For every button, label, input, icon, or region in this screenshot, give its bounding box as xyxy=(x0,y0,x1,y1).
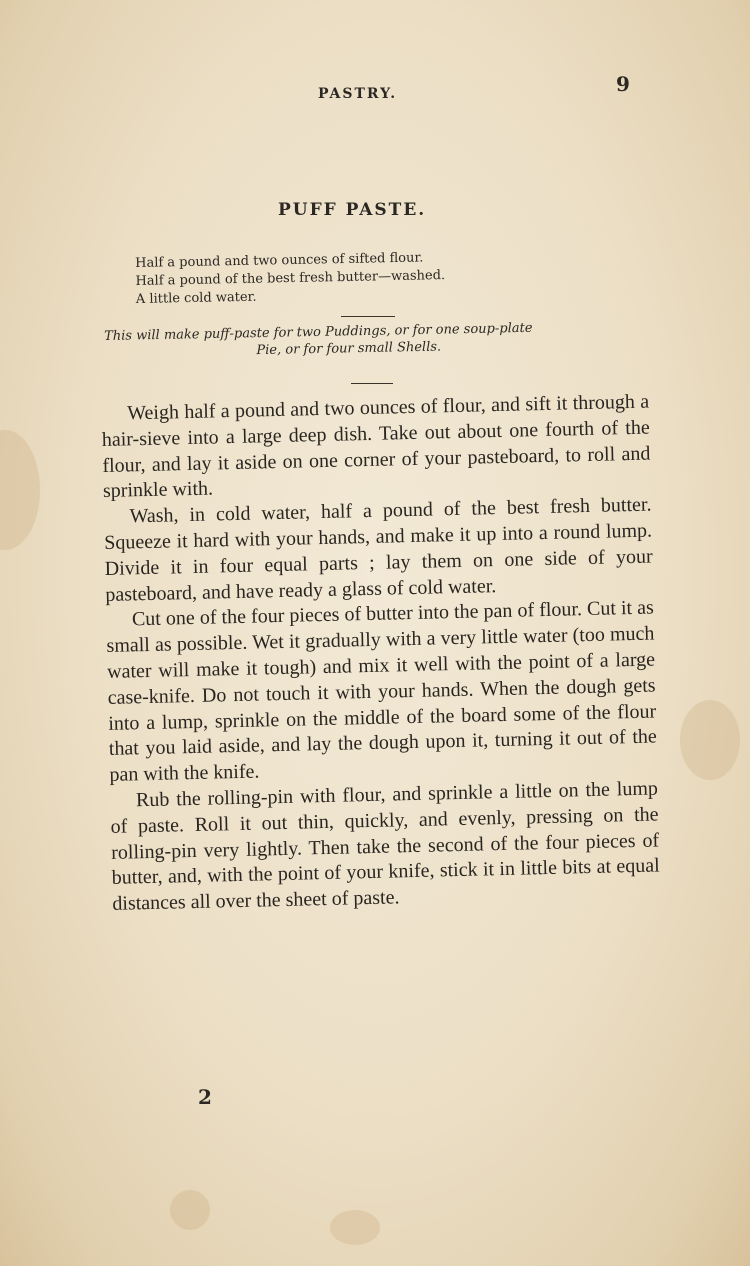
yield-note-line: This will make puff-paste for two Puddings, or for one soup-plate xyxy=(104,320,533,344)
recipe-title: PUFF PASTE. xyxy=(278,200,427,220)
ingredient-line: A little cold water. xyxy=(135,289,257,307)
paper-stain xyxy=(170,1190,210,1230)
ingredients-list xyxy=(135,247,556,309)
page-number: 9 xyxy=(616,72,630,96)
body-paragraph: Weigh half a pound and two ounces of flour, and sift it through a hair-sieve into a large deep dish. Take out about one fourth of the flour, and lay it aside on one corner of your pasteboard, to roll and sprinkle with. xyxy=(101,390,651,503)
ingredient-line: Half a pound and two ounces of sifted flour. xyxy=(135,250,424,271)
recipe-body xyxy=(101,390,661,918)
running-head: PASTRY. xyxy=(318,86,398,102)
yield-note-line: Pie, or for four small Shells. xyxy=(256,339,442,359)
yield-note xyxy=(104,318,645,362)
paper-stain xyxy=(330,1210,380,1245)
paper-stain xyxy=(0,430,40,550)
signature-mark: 2 xyxy=(198,1085,212,1109)
body-paragraph: Cut one of the four pieces of butter into the pan of flour. Cut it as small as possible. Wet it gradually with a very little water (too much water will make it tough) and mix it well with the point of a large case-knife. Do not touch it with your hands. When the dough gets into a lump, sprinkle on the middle of the board some of the flour that you laid aside, and lay the dough upon it, turning it out of the pan with the knife. xyxy=(106,596,657,787)
divider-rule xyxy=(351,383,393,384)
body-paragraph: Wash, in cold water, half a pound of the best fresh butter. Squeeze it hard with your hands, and make it up into a round lump. Divide it in four equal parts ; lay them on one side of your pasteboard, and have ready a glass of cold water. xyxy=(103,493,653,606)
divider-rule xyxy=(341,316,395,317)
paper-stain xyxy=(680,700,740,780)
ingredient-line: Half a pound of the best fresh butter—washed. xyxy=(135,268,446,289)
body-paragraph: Rub the rolling-pin with flour, and sprinkle a little on the lump of paste. Roll it out thin, quickly, and evenly, pressing on the rolling-pin very lightly. Then take the second of the four pieces of butter, and, with the point of your knife, stick it in little bits at equal distances all over the sheet of paste. xyxy=(110,777,660,916)
